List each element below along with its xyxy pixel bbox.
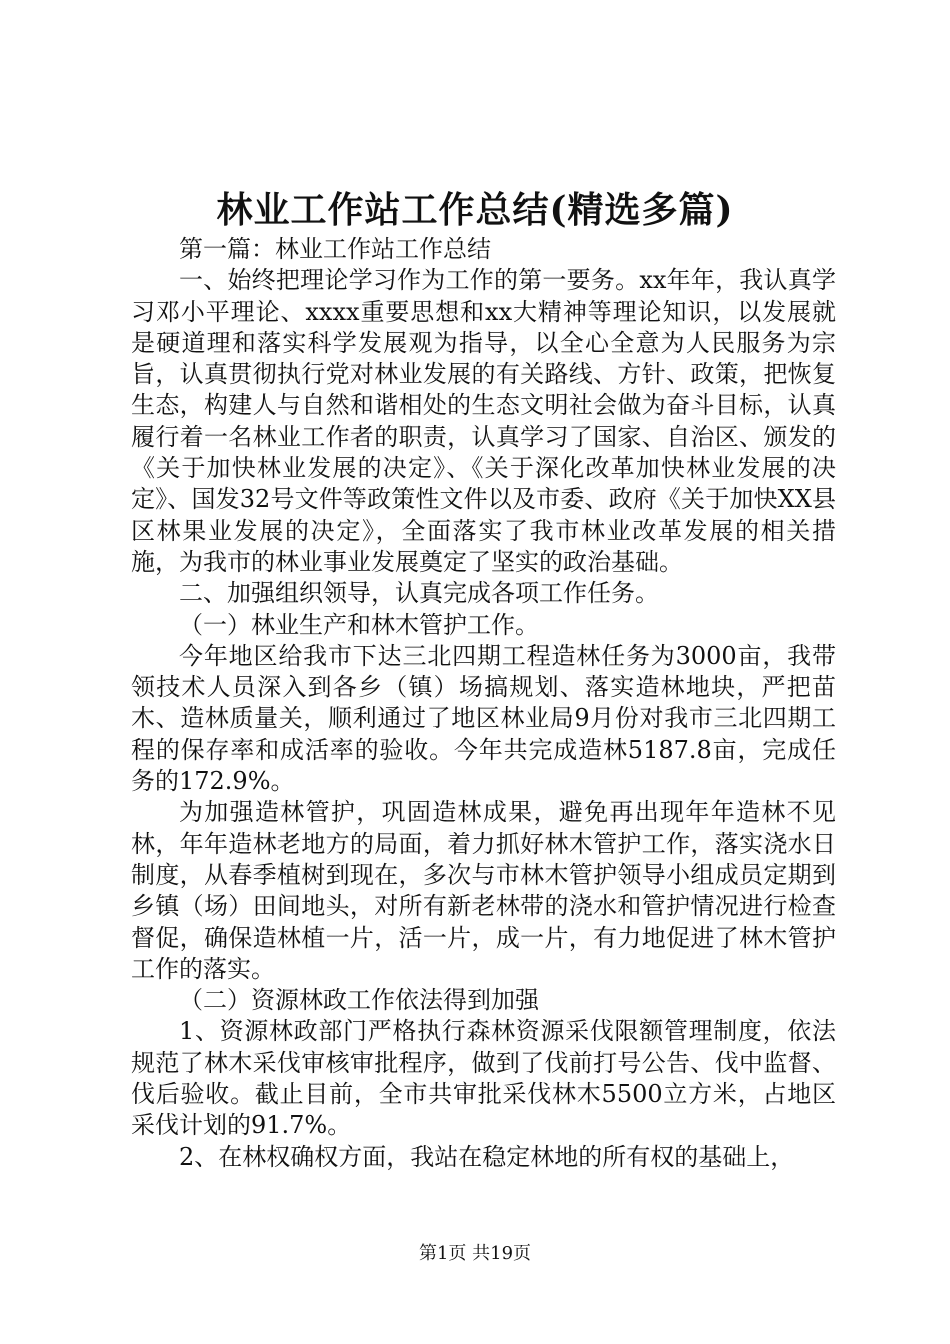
subsection-heading: （二）资源林政工作依法得到加强 <box>179 986 539 1015</box>
subsection-heading: （一）林业生产和林木管护工作。 <box>179 610 539 639</box>
paragraph: 2、在林权确权方面，我站在稳定林地的所有权的基础上， <box>179 1142 795 1171</box>
paragraph: 一、始终把理论学习作为工作的第一要务。xx年年，我认真学习邓小平理论、xxxx重要思想和xx大精神等理论知识，以发展就是硬道理和落实科学发展观为指导，以全心全意为人民服务为宗旨，认真贯彻执行党对林业发展的有关路线、方针、政策，把恢复生态，构建人与自然和谐相处的生态文明社会做为奋斗目标，认真履行着一名林业工作者的职责，认真学习了国家、自治区、颁发的《关于加快林业发展的决定》、《关于深化改革加快林业发展的决定》、国发32号文件等政策性文件以及市委、政府《关于加快XX县区林果业发展的决定》，全面落实了我市林业改革发展的相关措施，为我市的林业事业发展奠定了坚实的政治基础。 <box>131 266 836 576</box>
section-heading: 第一篇：林业工作站工作总结 <box>179 235 491 263</box>
paragraph: 今年地区给我市下达三北四期工程造林任务为3000亩，我带领技术人员深入到各乡（镇）场搞规划、落实造林地块，严把苗木、造林质量关，顺利通过了地区林业局9月份对我市三北四期工程的保存率和成活率的验收。今年共完成造林5187.8亩，完成任务的172.9%。 <box>131 641 836 796</box>
paragraph: 1、资源林政部门严格执行森林资源采伐限额管理制度，依法规范了林木采伐审核审批程序，做到了伐前打号公告、伐中监督、伐后验收。截止目前，全市共审批采伐林木5500立方米，占地区采伐计划的91.7%。 <box>131 1017 836 1140</box>
section-heading: 二、加强组织领导，认真完成各项工作任务。 <box>179 579 659 608</box>
page-number-footer: 第1页 共19页 <box>418 1243 532 1264</box>
document-title: 林业工作站工作总结(精选多篇) <box>216 189 734 231</box>
document-body <box>131 234 836 1173</box>
paragraph: 为加强造林管护，巩固造林成果，避免再出现年年造林不见林，年年造林老地方的局面，着力抓好林木管护工作，落实浇水日制度，从春季植树到现在，多次与市林木管护领导小组成员定期到乡镇（场）田间地头，对所有新老林带的浇水和管护情况进行检查督促，确保造林植一片，活一片，成一片，有力地促进了林木管护工作的落实。 <box>131 798 836 983</box>
